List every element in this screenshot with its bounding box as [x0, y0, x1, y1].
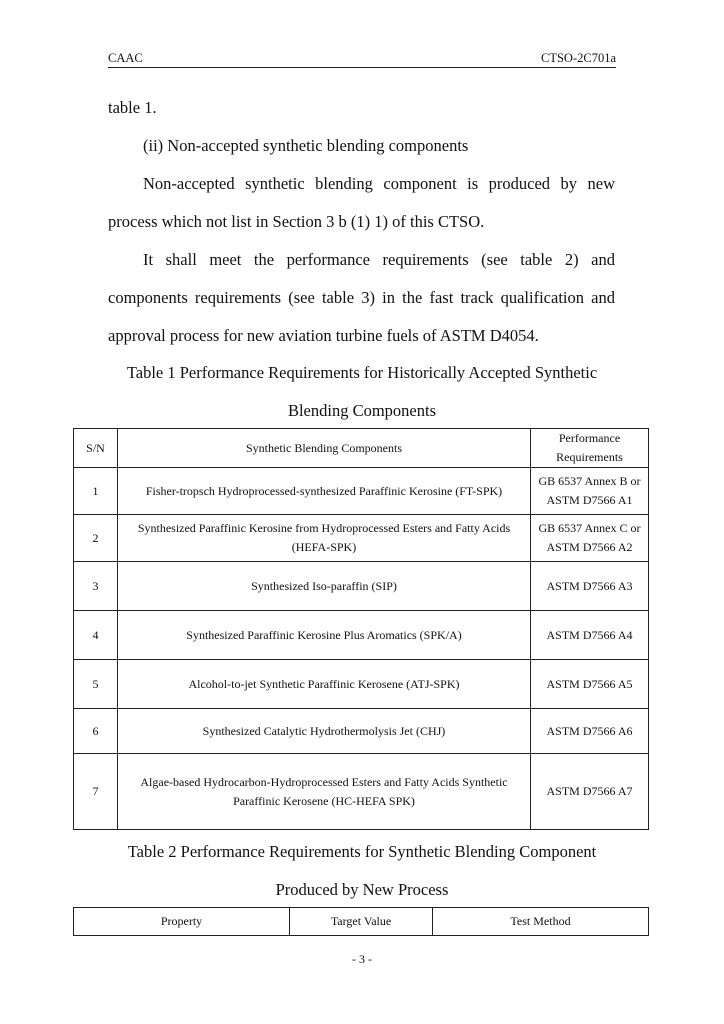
header-sn: S/N [74, 429, 118, 468]
page-number: - 3 - [352, 952, 372, 966]
cell-sn: 6 [74, 709, 118, 754]
cell-sn: 4 [74, 611, 118, 660]
cell-sn: 3 [74, 562, 118, 611]
table-row [74, 754, 649, 830]
cell-performance: ASTM D7566 A4 [531, 611, 649, 660]
header-doc-id: CTSO-2C701a [541, 51, 616, 65]
header-component: Synthetic Blending Components [118, 429, 531, 468]
page-header [108, 51, 616, 68]
table-row [74, 611, 649, 660]
cell-component: Synthesized Catalytic Hydrothermolysis Jet (CHJ) [118, 709, 531, 754]
cell-sn: 7 [74, 754, 118, 830]
paragraph-non-accepted: Non-accepted synthetic blending component is produced by new process which not list in Section 3 b (1) 1) of this CTSO. [108, 174, 615, 231]
table-row [74, 562, 649, 611]
cell-performance: ASTM D7566 A5 [531, 660, 649, 709]
cell-component: Synthesized Iso-paraffin (SIP) [118, 562, 531, 611]
table-row [74, 515, 649, 562]
header-property: Property [74, 908, 290, 936]
cell-sn: 2 [74, 515, 118, 562]
table-historical-components [73, 428, 649, 830]
header-performance: Performance Requirements [531, 429, 649, 468]
table2-caption-line1: Table 2 Performance Requirements for Synthetic Blending Component [127, 842, 597, 861]
header-test-method: Test Method [433, 908, 649, 936]
cell-component: Alcohol-to-jet Synthetic Paraffinic Kerosene (ATJ-SPK) [118, 660, 531, 709]
cell-performance: GB 6537 Annex C or ASTM D7566 A2 [531, 515, 649, 562]
paragraph-requirements: It shall meet the performance requirements (see table 2) and components requirements (see table 3) in the fast track qualification and approval process for new aviation turbine fuels of ASTM D4054. [108, 250, 615, 345]
header-org: CAAC [108, 51, 143, 65]
table-row [74, 660, 649, 709]
paragraph-subheading: (ii) Non-accepted synthetic blending components [143, 136, 469, 155]
cell-component: Synthesized Paraffinic Kerosine from Hydroprocessed Esters and Fatty Acids (HEFA-SPK) [118, 515, 531, 562]
table1-caption-line1: Table 1 Performance Requirements for Historically Accepted Synthetic [126, 363, 598, 382]
table-row [74, 468, 649, 515]
table-header-row [74, 429, 649, 468]
cell-performance: ASTM D7566 A3 [531, 562, 649, 611]
cell-component: Synthesized Paraffinic Kerosine Plus Aromatics (SPK/A) [118, 611, 531, 660]
cell-component: Fisher-tropsch Hydroprocessed-synthesized Paraffinic Kerosine (FT-SPK) [118, 468, 531, 515]
table2-caption-line2: Produced by New Process [275, 880, 449, 899]
cell-performance: ASTM D7566 A7 [531, 754, 649, 830]
cell-sn: 5 [74, 660, 118, 709]
cell-performance: GB 6537 Annex B or ASTM D7566 A1 [531, 468, 649, 515]
table-row [74, 709, 649, 754]
table-header-row [74, 908, 649, 936]
cell-component: Algae-based Hydrocarbon-Hydroprocessed Esters and Fatty Acids Synthetic Paraffinic Kerosene (HC-HEFA SPK) [118, 754, 531, 830]
cell-sn: 1 [74, 468, 118, 515]
table1-caption-line2: Blending Components [287, 401, 437, 420]
header-target-value: Target Value [290, 908, 433, 936]
table-new-process-requirements [73, 907, 649, 936]
paragraph-table-ref: table 1. [108, 98, 157, 117]
cell-performance: ASTM D7566 A6 [531, 709, 649, 754]
